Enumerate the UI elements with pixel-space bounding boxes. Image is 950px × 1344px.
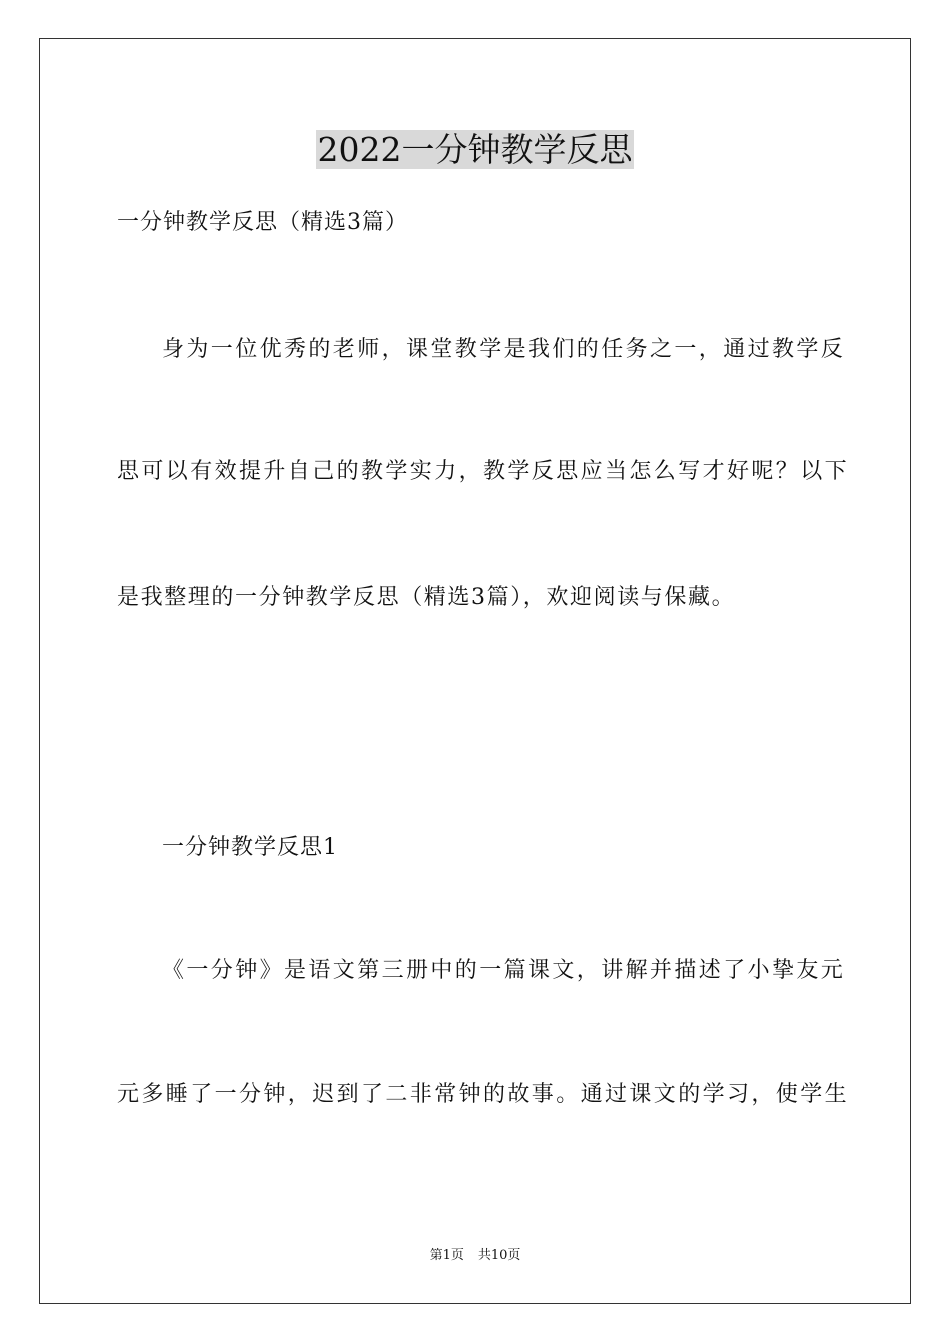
section-heading-1: 一分钟教学反思1 <box>162 835 338 860</box>
intro-line-1: 身为一位优秀的老师，课堂教学是我们的任务之一，通过教学反 <box>162 337 846 362</box>
document-title <box>0 126 950 174</box>
footer-page-total: 共10页 <box>477 1248 521 1263</box>
section-1-line-2: 元多睡了一分钟，迟到了二非常钟的故事。通过课文的学习，使学生 <box>117 1082 850 1107</box>
intro-line-2: 思可以有效提升自己的教学实力，教学反思应当怎么写才好呢？以下 <box>117 459 850 484</box>
section-1-line-1: 《一分钟》是语文第三册中的一篇课文，讲解并描述了小挚友元 <box>162 958 846 983</box>
intro-line-3: 是我整理的一分钟教学反思（精选3篇），欢迎阅读与保藏。 <box>117 585 736 610</box>
footer-page-current: 第1页 <box>429 1248 464 1263</box>
document-subtitle: 一分钟教学反思（精选3篇） <box>117 210 408 235</box>
document-title-text: 2022一分钟教学反思 <box>317 130 633 169</box>
page-footer <box>0 1246 950 1266</box>
